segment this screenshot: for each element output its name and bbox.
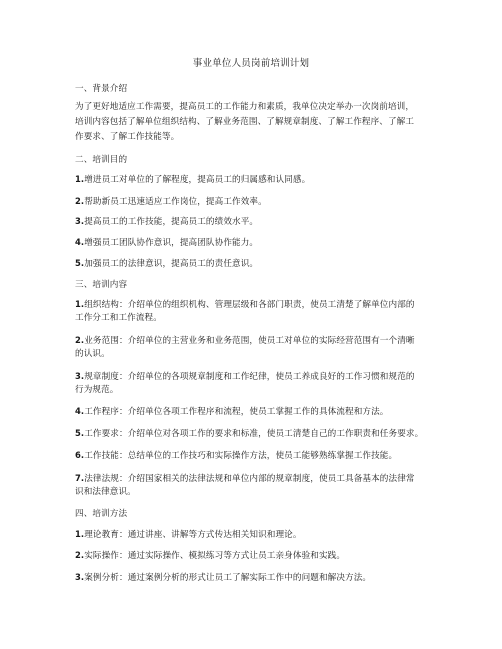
item-text: 案例分析：通过案例分析的形式让员工了解实际工作中的问题和解决方法。 xyxy=(84,573,372,583)
content-item xyxy=(75,428,423,440)
item-text: 法律法规：介绍国家相关的法律法规和单位内部的规章制度，使员工具备基本的法律常 xyxy=(84,474,415,484)
content-item-continuation: 识和法律意识。 xyxy=(75,487,136,497)
item-number: 3. xyxy=(75,572,85,582)
content-item xyxy=(75,371,415,383)
item-number: 2. xyxy=(75,550,85,560)
content-item-continuation: 工作分工和工作流程。 xyxy=(75,313,162,323)
background-para-line-3: 作要求、了解工作技能等。 xyxy=(75,132,180,142)
item-text: 组织结构：介绍单位的组织机构、管理层级和各部门职责，使员工清楚了解单位内部的 xyxy=(84,300,415,310)
section-heading-methods: 四、培训方法 xyxy=(75,509,128,519)
content-item xyxy=(75,335,415,347)
item-text: 增进员工对单位的了解程度，提高员工的归属感和认同感。 xyxy=(84,175,311,185)
background-para-line-1: 为了更好地适应工作需要，提高员工的工作能力和素质，我单位决定举办一次岗前培训， xyxy=(75,102,415,112)
item-number: 1. xyxy=(75,299,85,309)
item-text: 提高员工的工作技能，提高员工的绩效水平。 xyxy=(84,217,259,227)
content-item xyxy=(75,406,389,418)
method-item xyxy=(75,529,302,541)
method-item xyxy=(75,550,345,562)
item-number: 1. xyxy=(75,529,85,539)
purpose-item xyxy=(75,216,258,228)
section-heading-purpose: 二、培训目的 xyxy=(75,155,128,165)
item-number: 1. xyxy=(75,174,85,184)
item-text: 规章制度：介绍单位的各项规章制度和工作纪律，使员工养成良好的工作习惯和规范的 xyxy=(84,372,415,382)
item-number: 3. xyxy=(75,216,85,226)
item-text: 理论教育：通过讲座、讲解等方式传达相关知识和理论。 xyxy=(84,530,302,540)
item-text: 工作程序：介绍单位各项工作程序和流程，使员工掌握工作的具体流程和方法。 xyxy=(84,407,389,417)
purpose-item xyxy=(75,174,310,186)
purpose-item xyxy=(75,258,258,270)
content-item-continuation: 行为规范。 xyxy=(75,385,119,395)
item-number: 4. xyxy=(75,406,85,416)
section-heading-background: 一、背景介绍 xyxy=(75,84,128,94)
item-number: 4. xyxy=(75,237,85,247)
purpose-item xyxy=(75,237,258,249)
content-item xyxy=(75,450,397,462)
background-para-line-2: 培训内容包括了解单位组织结构、了解业务范围、了解规章制度、了解工作程序、了解工 xyxy=(75,117,415,127)
content-item xyxy=(75,473,415,485)
item-number: 2. xyxy=(75,335,85,345)
item-text: 工作技能：总结单位的工作技巧和实际操作方法，使员工能够熟练掌握工作技能。 xyxy=(84,451,398,461)
item-text: 帮助新员工迅速适应工作岗位，提高工作效率。 xyxy=(84,197,267,207)
content-item xyxy=(75,299,415,311)
item-text: 工作要求：介绍单位对各项工作的要求和标准，使员工清楚自己的工作职责和任务要求。 xyxy=(84,429,424,439)
page-title: 事业单位人员岗前培训计划 xyxy=(192,58,310,69)
item-number: 3. xyxy=(75,371,85,381)
content-item-continuation: 的认识。 xyxy=(75,349,110,359)
item-text: 业务范围：介绍单位的主营业务和业务范围，使员工对单位的实际经营范围有一个清晰 xyxy=(84,336,415,346)
item-number: 7. xyxy=(75,473,85,483)
item-text: 加强员工的法律意识，提高员工的责任意识。 xyxy=(84,259,259,269)
item-text: 实际操作：通过实际操作、模拟练习等方式让员工亲身体验和实践。 xyxy=(84,551,346,561)
item-number: 6. xyxy=(75,450,85,460)
section-heading-content: 三、培训内容 xyxy=(75,280,128,290)
purpose-item xyxy=(75,196,267,208)
item-number: 5. xyxy=(75,428,85,438)
item-number: 5. xyxy=(75,258,85,268)
item-text: 增强员工团队协作意识，提高团队协作能力。 xyxy=(84,238,259,248)
item-number: 2. xyxy=(75,196,85,206)
method-item xyxy=(75,572,371,584)
